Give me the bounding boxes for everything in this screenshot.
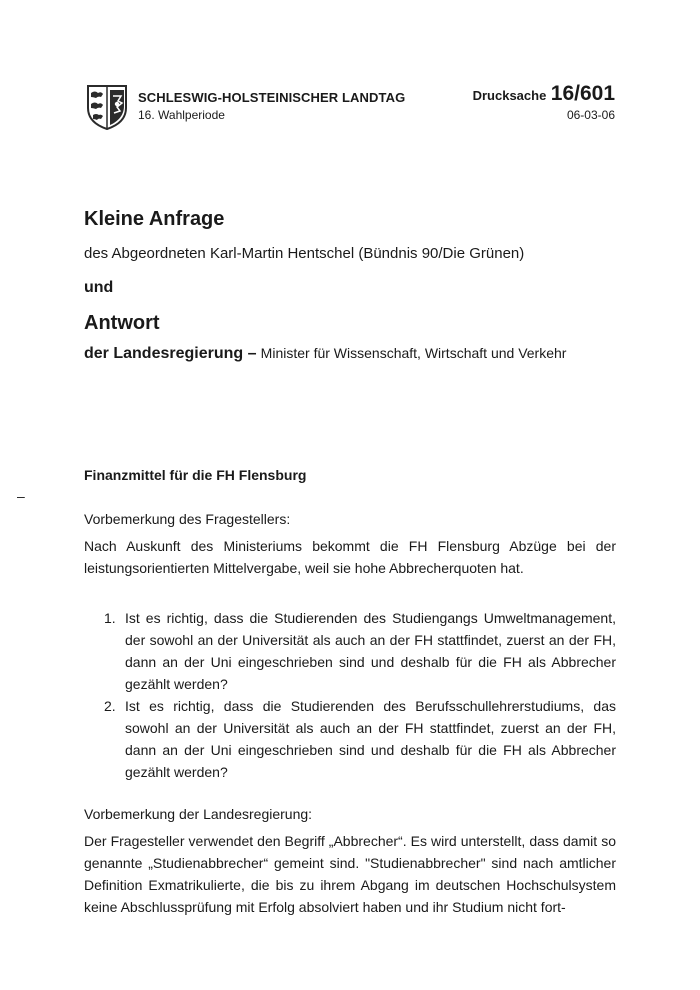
question-number: 2. xyxy=(104,698,116,714)
legislative-period: 16. Wahlperiode xyxy=(138,108,225,122)
drucksache-label: Drucksache xyxy=(472,88,547,103)
question-text: Ist es richtig, dass die Studierenden des Berufsschullehrerstudiums, das sowohl an der Universität als auch an der FH stattfindet, zuerst an der FH, dann an der Uni eingeschrieben sind und deshalb für die FH als Abbrecher gezählt werden? xyxy=(125,698,616,780)
and-connector: und xyxy=(84,279,114,296)
question-number: 1. xyxy=(104,610,116,626)
government-preamble-label: Vorbemerkung der Landesregierung: xyxy=(84,806,313,822)
parliament-name: SCHLESWIG-HOLSTEINISCHER LANDTAG xyxy=(138,90,406,105)
document-date: 06-03-06 xyxy=(566,108,615,122)
question-text: Ist es richtig, dass die Studierenden des Studiengangs Umweltmanagement, der sowohl an der Universität als auch an der FH stattfindet, zuerst an der FH, dann an der Uni eingeschrieben sind und deshalb für die FH als Abbrecher gezählt werden? xyxy=(125,610,616,692)
inquiry-title: Kleine Anfrage xyxy=(84,208,225,230)
questioner-preamble-text: Nach Auskunft des Ministeriums bekommt die FH Flensburg Abzüge bei der leistungsorientierten Mittelvergabe, weil sie hohe Abbrecherquoten hat. xyxy=(84,538,616,576)
question-item xyxy=(104,695,616,783)
drucksache xyxy=(473,82,615,106)
drucksache-number: 16/601 xyxy=(550,82,615,105)
answer-title: Antwort xyxy=(84,312,160,334)
margin-mark: – xyxy=(17,488,25,504)
answering-government xyxy=(84,345,566,363)
inquiry-author: des Abgeordneten Karl-Martin Hentschel (Bündnis 90/Die Grünen) xyxy=(84,245,525,262)
question-item xyxy=(104,607,616,695)
government-label: der Landesregierung – xyxy=(84,345,257,362)
topic-heading: Finanzmittel für die FH Flensburg xyxy=(84,467,307,483)
ministry-name: Minister für Wissenschaft, Wirtschaft und Verkehr xyxy=(260,345,567,361)
government-preamble-text: Der Fragesteller verwendet den Begriff „Abbrecher“. Es wird unterstellt, dass damit so genannte „Studienabbrecher“ gemeint sind. "Studienabbrecher" sind nach amtlicher Definition Exmatrikulierte, die bis zu ihrem Abgang im deutschen Hochschulsystem keine Abschlussprüfung mit Erfolg absolviert haben und ihr Studium nicht fort- xyxy=(84,833,616,915)
coat-of-arms-icon xyxy=(86,84,128,130)
questioner-preamble-label: Vorbemerkung des Fragestellers: xyxy=(84,511,291,527)
